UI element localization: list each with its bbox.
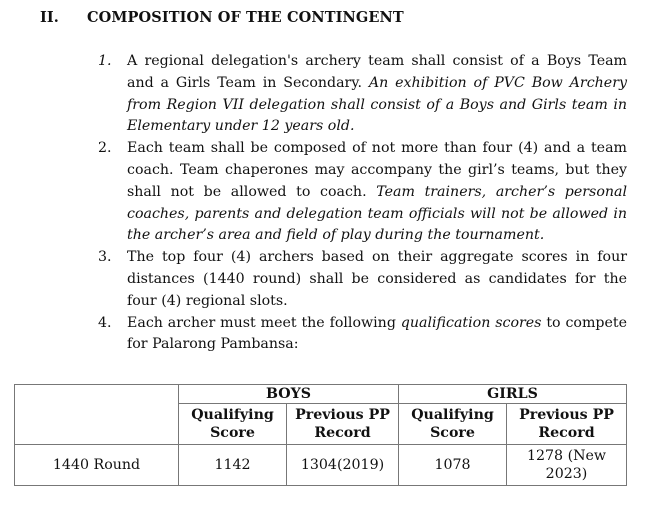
girls-header: GIRLS: [399, 385, 627, 404]
qualification-table: [14, 384, 627, 486]
boys-qualifying-score: 1142: [179, 445, 287, 486]
item-italic-text: An exhibition of PVC Bow Archery from Region VII delegation shall consist of a Boys and Girls team in Elementary under 12 years old.: [127, 74, 627, 135]
girls-record-header: Previous PP Record: [507, 404, 627, 445]
round-label: 1440 Round: [15, 445, 179, 486]
boys-pp-record: 1304(2019): [287, 445, 399, 486]
girls-pp-record: 1278 (New 2023): [507, 445, 627, 486]
list-marker: 1.: [98, 53, 112, 69]
rules-list: [98, 51, 627, 356]
table-row: [15, 445, 627, 486]
item-italic-text: qualification scores: [400, 314, 542, 331]
list-item: [98, 138, 627, 247]
item-text: Each archer must meet the following: [127, 314, 401, 331]
table-header-row: [15, 385, 627, 404]
section-number: II.: [40, 9, 59, 26]
item-italic-text: Team trainers, archer’s personal coaches, parents and delegation team officials will not be allowed in the archer’s area and field of play during the tournament.: [127, 183, 627, 244]
list-marker: 4.: [98, 314, 112, 331]
list-item: [98, 247, 627, 312]
boys-record-header: Previous PP Record: [287, 404, 399, 445]
item-text: Each team shall be composed of not more than four (4) and a team coach. Team chaperones may accompany the girl’s teams, but they shall not be allowed to coach.: [127, 140, 627, 200]
boys-qualifying-header: Qualifying Score: [179, 404, 287, 445]
item-text: A regional delegation's archery team shall consist of a Boys Team and a Girls Team in Secondary.: [127, 53, 627, 91]
girls-qualifying-score: 1078: [399, 445, 507, 486]
item-text-after: to compete for Palarong Pambansa:: [127, 314, 627, 353]
list-item: [98, 51, 627, 138]
girls-qualifying-header: Qualifying Score: [399, 404, 507, 445]
list-item: [98, 313, 627, 357]
list-marker: 3.: [98, 249, 112, 266]
section-title: COMPOSITION OF THE CONTINGENT: [87, 9, 404, 26]
empty-header-cell: [15, 385, 179, 445]
list-marker: 2.: [98, 140, 112, 157]
boys-header: BOYS: [179, 385, 399, 404]
item-text: The top four (4) archers based on their aggregate scores in four distances (1440 round) shall be considered as candidates for the four (4) regional slots.: [127, 249, 627, 309]
